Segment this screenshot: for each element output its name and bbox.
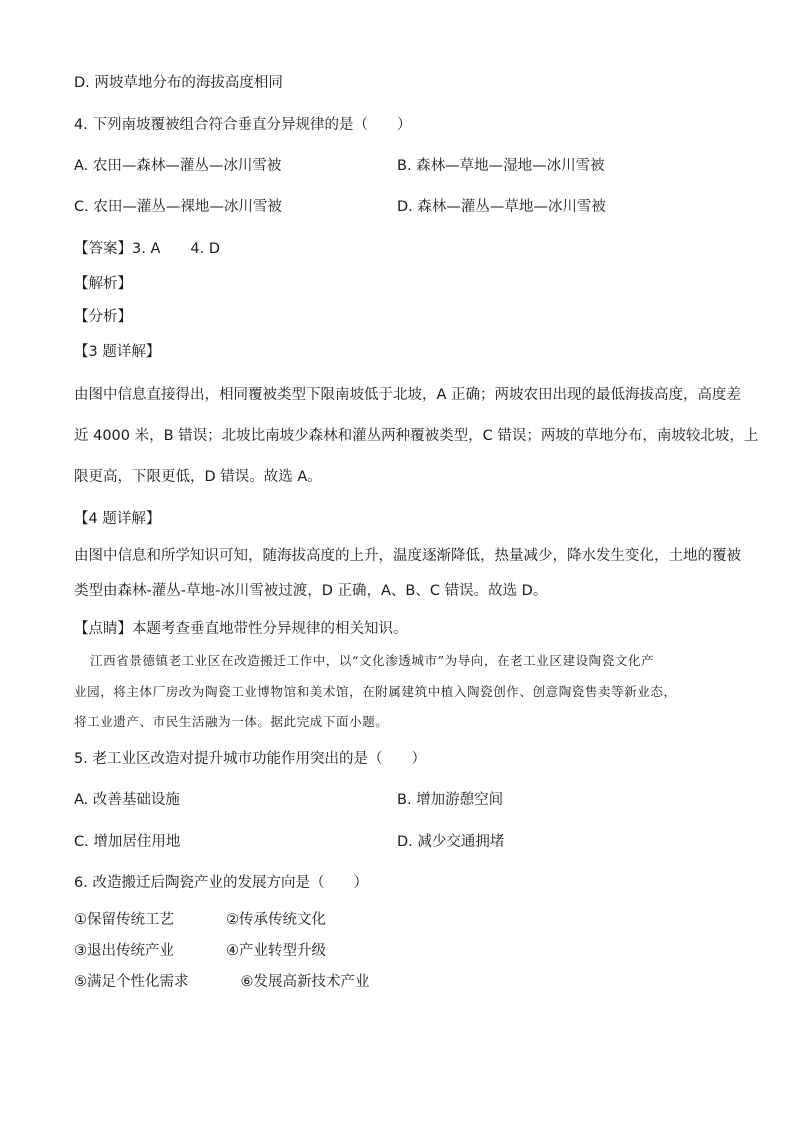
q4-option-c: C. 农田—灌丛—裸地—冰川雪被 xyxy=(74,199,282,215)
q5-option-a: A. 改善基础设施 xyxy=(74,792,180,808)
q6-item: ③退出传统产业 xyxy=(74,943,174,959)
q5-stem: 5. 老工业区改造对提升城市功能作用突出的是（ ） xyxy=(74,751,426,767)
detail3-label: 【3 题详解】 xyxy=(74,344,161,360)
q5-option-b: B. 增加游憩空间 xyxy=(397,792,504,808)
detail4-line: 由图中信息和所学知识可知，随海拔高度的上升，温度逐渐降低，热量减少，降水发生变化，土地的覆被 xyxy=(74,548,741,564)
q6-item: ⑥发展高新技术产业 xyxy=(240,974,370,990)
q4-option-d: D. 森林—灌丛—草地—冰川雪被 xyxy=(397,199,606,215)
q6-items-row xyxy=(74,973,370,991)
detail4-label: 【4 题详解】 xyxy=(74,511,161,527)
q6-items-row xyxy=(74,911,326,929)
q3-option-d: D. 两坡草地分布的海拔高度相同 xyxy=(74,75,283,91)
passage-line: 江西省景德镇老工业区在改造搬迁工作中，以“文化渗透城市”为导向，在老工业区建设陶瓷文化产 xyxy=(90,653,655,668)
dianjing-note: 【点睛】本题考查垂直地带性分异规律的相关知识。 xyxy=(74,621,408,637)
fenxi-label: 【分析】 xyxy=(74,309,132,325)
analysis-label: 【解析】 xyxy=(74,276,132,292)
q6-item: ②传承传统文化 xyxy=(226,912,326,928)
q6-stem: 6. 改造搬迁后陶瓷产业的发展方向是（ ） xyxy=(74,875,368,891)
answer-3: 3. A xyxy=(132,241,161,257)
q5-option-d: D. 减少交通拥堵 xyxy=(397,834,505,850)
q6-item: ①保留传统工艺 xyxy=(74,912,174,928)
q4-option-b: B. 森林—草地—湿地—冰川雪被 xyxy=(397,158,605,174)
answer-line xyxy=(74,240,220,258)
passage-line: 业园，将主体厂房改为陶瓷工业博物馆和美术馆，在附属建筑中植入陶瓷创作、创意陶瓷售卖等新业态， xyxy=(74,684,677,699)
q4-option-a: A. 农田—森林—灌丛—冰川雪被 xyxy=(74,158,282,174)
q6-item: ⑤满足个性化需求 xyxy=(74,974,189,990)
passage-line: 将工业遗产、市民生活融为一体。据此完成下面小题。 xyxy=(74,714,389,729)
answer-4: 4. D xyxy=(190,241,220,257)
q6-item: ④产业转型升级 xyxy=(226,943,326,959)
q6-items-row xyxy=(74,942,326,960)
q5-option-c: C. 增加居住用地 xyxy=(74,834,181,850)
detail3-line: 近 4000 米，B 错误；北坡比南坡少森林和灌丛两种覆被类型，C 错误；两坡的草地分布，南坡较北坡，上 xyxy=(74,428,759,444)
q4-stem: 4. 下列南坡覆被组合符合垂直分异规律的是（ ） xyxy=(74,117,412,133)
detail3-line: 由图中信息直接得出，相同覆被类型下限南坡低于北坡，A 正确；两坡农田出现的最低海拔高度，高度差 xyxy=(74,387,742,403)
detail4-line: 类型由森林-灌丛-草地-冰川雪被过渡，D 正确，A、B、C 错误。故选 D。 xyxy=(74,583,548,599)
answer-label: 【答案】 xyxy=(74,241,132,257)
detail3-line: 限更高，下限更低，D 错误。故选 A。 xyxy=(74,469,322,485)
